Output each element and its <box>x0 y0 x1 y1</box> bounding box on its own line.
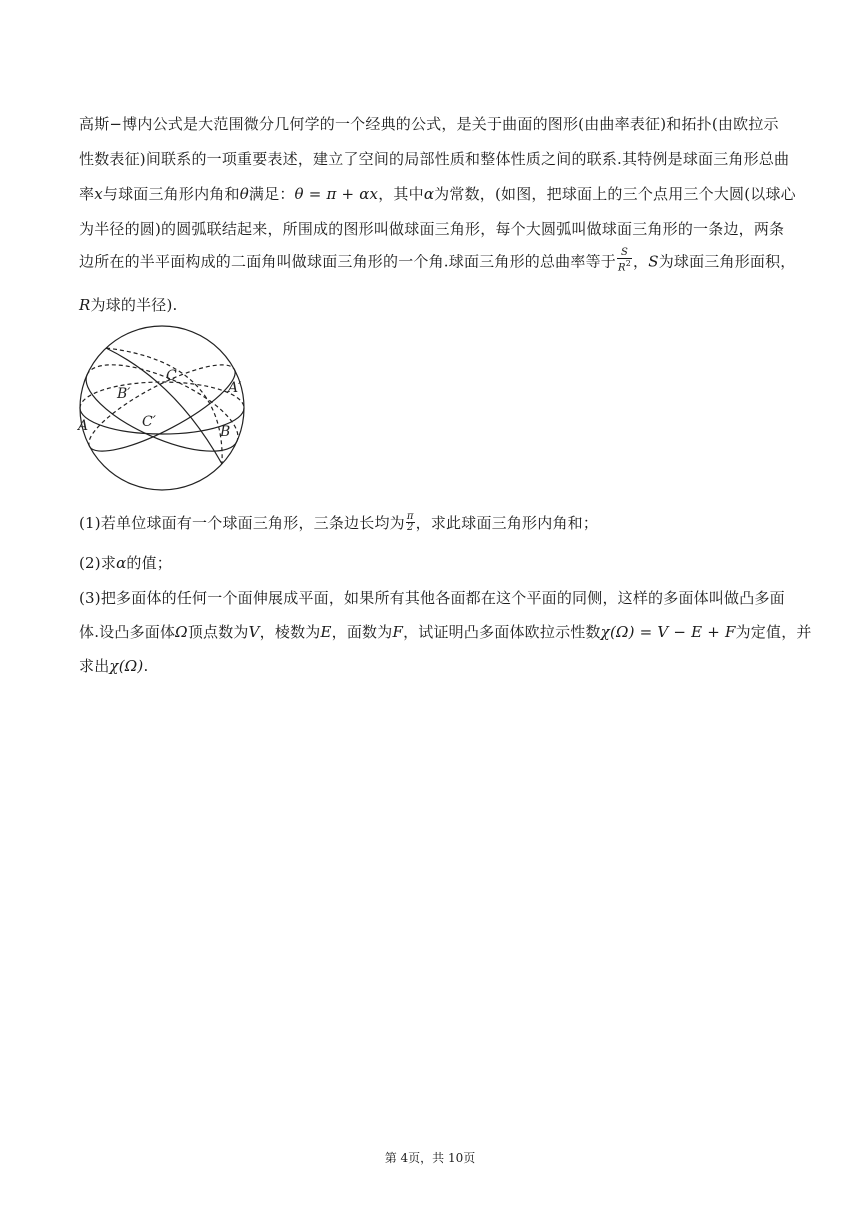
question-3-line-2 <box>79 621 812 642</box>
label-C-prime: C′ <box>142 414 156 430</box>
denominator-exponent: 2 <box>625 259 632 268</box>
text: ，试证明凸多面体欧拉示性数 <box>403 623 601 641</box>
great-circle-2-back-arc <box>79 350 234 446</box>
text: (1)若单位球面有一个球面三角形，三条边长均为 <box>79 514 405 532</box>
question-3-line-1: (3)把多面体的任何一个面伸展成平面，如果所有其他各面都在这个平面的同侧，这样的多面体叫做凸多面 <box>79 589 785 607</box>
text: 为常数，(如图，把球面上的三个点用三个大圆(以球心 <box>434 185 796 203</box>
text: ，棱数为 <box>259 623 321 641</box>
math-theta: θ <box>239 185 249 203</box>
fraction-denominator <box>617 259 632 273</box>
intro-line-1: 高斯−博内公式是大范围微分几何学的一个经典的公式，是关于曲面的图形(由曲率表征)和拓扑(由欧拉示 <box>79 115 779 133</box>
spherical-triangle-figure <box>76 322 248 494</box>
text: 顶点数为 <box>187 623 249 641</box>
text: 的值； <box>126 554 173 572</box>
text: 体.设凸多面体 <box>79 623 176 641</box>
math-F: F <box>392 623 404 641</box>
label-A-prime: A′ <box>228 380 242 396</box>
math-E: E <box>320 623 332 641</box>
text: ，面数为 <box>331 623 393 641</box>
text: 为球的半径). <box>90 296 178 314</box>
text: 为球面三角形面积， <box>658 252 796 271</box>
text: ，其中 <box>378 185 424 203</box>
page-footer: 第 4页，共 10页 <box>384 1151 476 1165</box>
math-omega: Ω <box>175 623 188 641</box>
math-R: R <box>79 296 91 314</box>
math-alpha: α <box>423 185 435 203</box>
fraction-s-over-r-squared <box>617 248 632 273</box>
intro-line-3 <box>79 183 796 204</box>
label-C: C <box>166 368 177 384</box>
intro-line-2: 性数表征)间联系的一项重要表述，建立了空间的局部性质和整体性质之间的联系.其特例是球面三角形总曲 <box>79 150 790 168</box>
math-alpha: α <box>116 554 127 572</box>
intro-line-4: 为半径的圆)的圆弧联结起来，所围成的图形叫做球面三角形，每个大圆弧叫做球面三角形的一条边，两条 <box>79 220 785 238</box>
label-B: B <box>220 424 231 440</box>
fraction-numerator: π <box>406 510 414 522</box>
meridian-arc <box>106 348 222 464</box>
math-V: V <box>248 623 260 641</box>
text: 为定值，并 <box>735 623 812 641</box>
label-B-prime: B′ <box>117 386 131 402</box>
text: 满足： <box>248 185 295 203</box>
fraction-numerator: S <box>617 248 632 259</box>
text: ，求此球面三角形内角和； <box>415 514 599 532</box>
text: (2)求 <box>79 554 117 572</box>
intro-line-5 <box>79 247 796 275</box>
text: 求出 <box>79 657 110 675</box>
math-x: x <box>94 185 103 203</box>
math-euler-formula: χ(Ω) = V − E + F <box>600 623 736 641</box>
fraction-denominator: 2 <box>406 521 414 533</box>
great-circle-3-front-arc <box>76 375 237 469</box>
text: 边所在的半平面构成的二面角叫做球面三角形的一个角.球面三角形的总曲率等于 <box>79 252 616 271</box>
math-S: S <box>648 252 659 271</box>
text: 与球面三角形内角和 <box>102 185 240 203</box>
intro-line-6 <box>79 294 178 315</box>
math-chi-omega: χ(Ω) <box>109 657 144 675</box>
math-gauss-bonnet-formula: θ = π + αx <box>294 185 379 203</box>
text: . <box>143 657 149 675</box>
text: ， <box>633 252 649 271</box>
question-1 <box>79 512 598 535</box>
question-2 <box>79 552 172 573</box>
question-3-line-3 <box>79 655 148 676</box>
fraction-pi-over-2 <box>406 512 415 533</box>
text: 率 <box>79 185 95 203</box>
label-A: A <box>78 418 89 434</box>
denominator-base: R <box>617 262 626 274</box>
meridian-back-arc <box>106 348 222 464</box>
